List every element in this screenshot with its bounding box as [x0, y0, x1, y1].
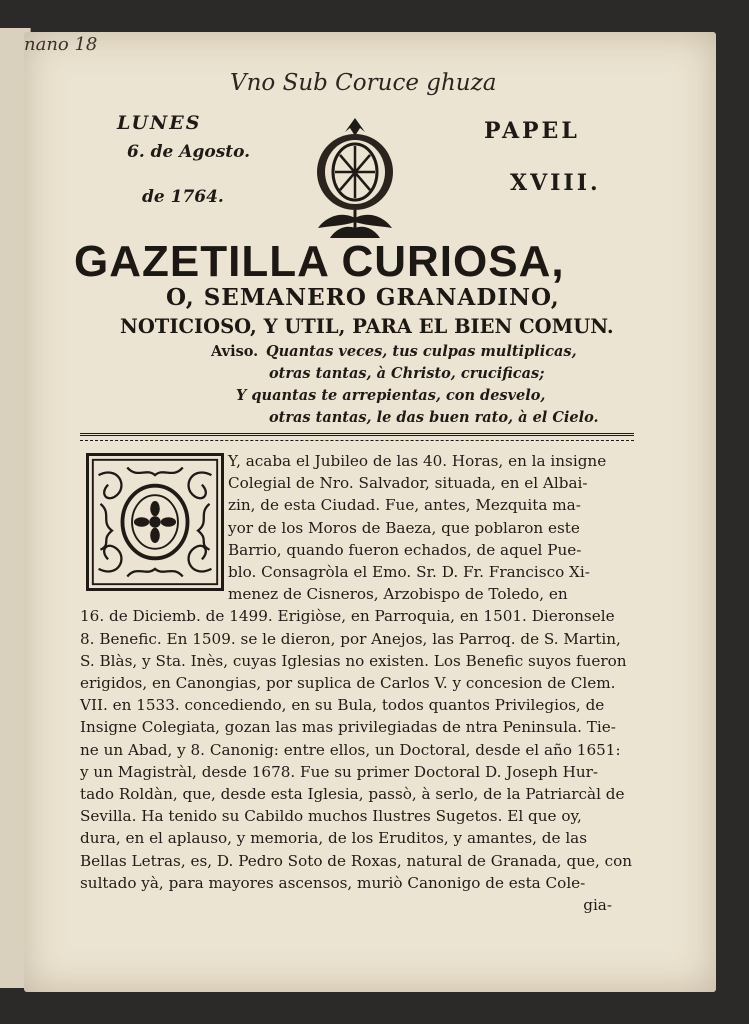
header-paper-number: XVIII.	[510, 170, 601, 196]
body-line: y un Magistràl, desde 1678. Fue su primer Doctoral D. Joseph Hur-	[80, 762, 599, 781]
body-line: S. Blàs, y Sta. Inès, cuyas Iglesias no existen. Los Benefic suyos fueron	[80, 651, 627, 670]
body-line: Sevilla. Ha tenido su Cabildo muchos Ilustres Sugetos. El que oy,	[80, 807, 582, 826]
masthead-subtitle: O, SEMANERO GRANADINO,	[166, 284, 560, 311]
gazette-page	[24, 32, 716, 992]
aviso-line: Y quantas te arrepientas, con desvelo,	[236, 387, 546, 404]
header-paper-label: PAPEL	[484, 118, 580, 144]
masthead-title: GAZETILLA CURIOSA,	[74, 237, 565, 286]
body-line-catchword: gia-	[583, 896, 612, 915]
body-line: VII. en 1533. concediendo, en su Bula, todos quantos Privilegios, de	[80, 696, 605, 715]
body-line: 8. Benefic. En 1509. se le dieron, por Anejos, las Parroq. de S. Martin,	[80, 629, 621, 648]
body-line: erigidos, en Canongias, por suplica de Carlos V. y concesion de Clem.	[80, 674, 616, 693]
header-day: LUNES	[117, 112, 202, 134]
body-line: Y, acaba el Jubileo de las 40. Horas, en la insigne	[228, 452, 607, 470]
body-line: Bellas Letras, es, D. Pedro Soto de Roxas, natural de Granada, que, con	[80, 851, 633, 870]
header-date-line1: 6. de Agosto.	[127, 142, 251, 162]
body-line: dura, en el aplauso, y memoria, de los Eruditos, y amantes, de las	[80, 829, 588, 848]
pomegranate-emblem-icon	[300, 110, 410, 240]
header-date-line2: de 1764.	[142, 187, 224, 207]
body-line: tado Roldàn, que, desde esta Iglesia, passò, à serlo, de la Patriarcàl de	[80, 785, 625, 804]
manuscript-top-note: Vno Sub Coruce ghuza	[230, 70, 497, 96]
divider-rule-ornament	[80, 440, 634, 441]
body-line: sultado yà, para mayores ascensos, muriò Canonigo de esta Cole-	[80, 873, 586, 892]
body-line: blo. Consagròla el Emo. Sr. D. Fr. Francisco Xi-	[228, 563, 590, 582]
body-line: ne un Abad, y 8. Canonig: entre ellos, un Doctoral, desde el año 1651:	[80, 740, 621, 759]
aviso-line: otras tantas, le das buen rato, à el Cielo.	[269, 409, 599, 426]
aviso-line: Quantas veces, tus culpas multiplicas,	[266, 343, 577, 360]
body-line: 16. de Diciemb. de 1499. Erigiòse, en Parroquia, en 1501. Dieronsele	[80, 607, 615, 626]
body-line: zin, de esta Ciudad. Fue, antes, Mezquita ma-	[228, 496, 581, 515]
masthead-subtitle-2: NOTICIOSO, Y UTIL, PARA EL BIEN COMUN.	[120, 315, 614, 338]
aviso-line: otras tantas, à Christo, crucificas;	[269, 365, 545, 382]
article-body	[80, 450, 640, 916]
body-line: yor de los Moros de Baeza, que poblaron este	[228, 518, 580, 537]
body-line: Barrio, quando fueron echados, de aquel Pue-	[228, 540, 582, 559]
body-line: Insigne Colegiata, gozan las mas privilegiadas de ntra Peninsula. Tie-	[80, 718, 616, 737]
manuscript-corner-note: nano 18	[24, 34, 98, 55]
body-line: menez de Cisneros, Arzobispo de Toledo, en	[228, 585, 568, 604]
body-line: Colegial de Nro. Salvador, situada, en el Albai-	[228, 474, 588, 493]
aviso-label: Aviso.	[211, 343, 259, 360]
divider-rule	[80, 433, 634, 436]
